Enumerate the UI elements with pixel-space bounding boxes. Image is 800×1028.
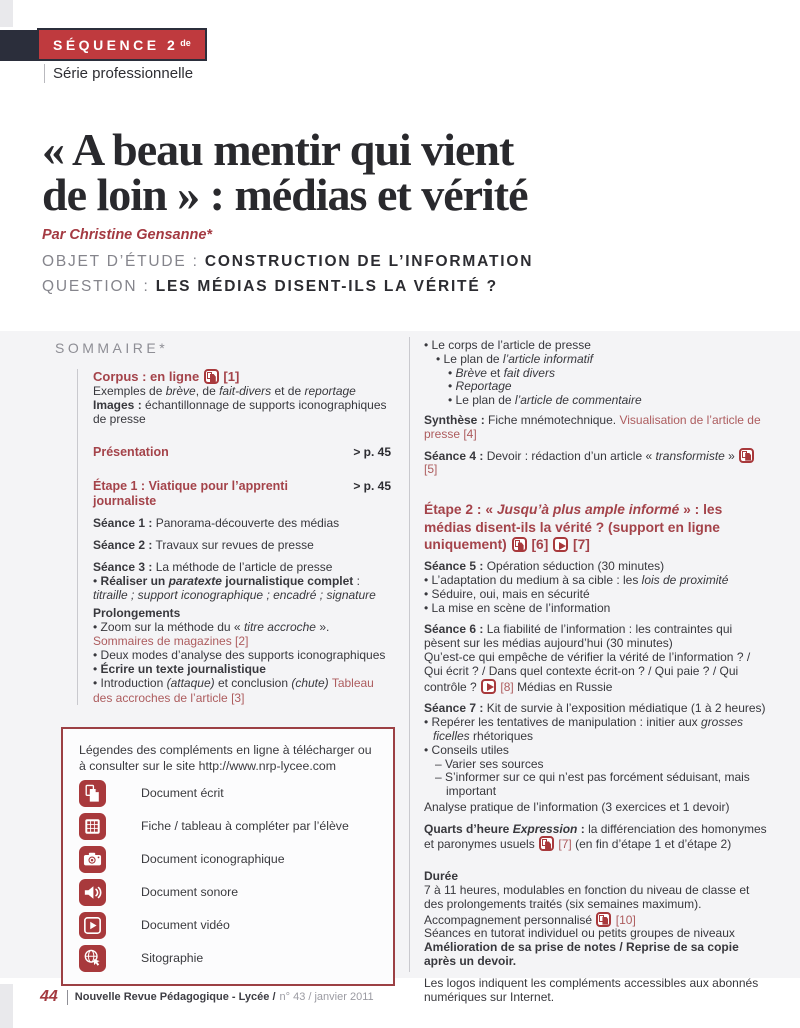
toc-line-zoom-methode: • Zoom sur la méthode du « titre accroche ». Sommaires de magazines [2] <box>93 620 330 649</box>
footer-divider <box>67 990 68 1005</box>
doc-icon <box>596 912 611 927</box>
question-line <box>42 278 758 296</box>
prog-line-seance-4: Séance 4 : Devoir : rédaction d’un article « transformiste » [5] <box>424 448 768 478</box>
question-label: QUESTION : <box>42 278 150 296</box>
legend-row-document-ecrit <box>79 780 377 807</box>
legend-row-document-sonore <box>79 879 377 906</box>
sommaire-column <box>55 340 391 986</box>
prog-line-seance-5: Séance 5 : Opération séduction (30 minutes) <box>424 559 665 574</box>
toc-presentation-label: Présentation <box>93 445 169 460</box>
video-icon <box>481 679 496 694</box>
toc-line-ecrire: • Écrire un texte journalistique <box>93 662 266 677</box>
prog-line-seduire: • Séduire, oui, mais en sécurité <box>424 586 590 601</box>
sequence-label: SÉQUENCE 2 <box>53 36 179 53</box>
toc-line-seance-2: Séance 2 : Travaux sur revues de presse <box>93 538 314 553</box>
toc-line-seance-1: Séance 1 : Panorama-découverte des médias <box>93 516 340 531</box>
sitographie-icon <box>79 945 106 972</box>
prog-line-varier: – Varier ses sources <box>435 756 544 771</box>
legend-row-document-video <box>79 912 377 939</box>
document-video-icon <box>79 912 106 939</box>
legend-label: Fiche / tableau à compléter par l’élève <box>141 819 349 834</box>
legend-box <box>61 727 395 986</box>
title-line-1: « A beau mentir qui vient <box>42 124 514 175</box>
toc-line-prolongements: Prolongements <box>93 606 181 621</box>
toc-line-exemples: Exemples de brève, de fait-divers et de reportage <box>93 384 356 399</box>
sequence-banner <box>37 28 207 61</box>
legend-label: Document écrit <box>141 786 224 801</box>
doc-icon <box>512 537 527 552</box>
document-iconographique-icon <box>79 846 106 873</box>
prog-line-seance-6: Séance 6 : La fiabilité de l’information : les contraintes qui pèsent sur les médias aujourd’hui (30 minutes) <box>424 622 733 651</box>
toc-line-introduction: • Introduction (attaque) et conclusion (chute) Tableau des accroches de l’article [3] <box>93 676 374 705</box>
prog-line-reportage: • Reportage <box>448 379 512 394</box>
prog-line-synthese: Synthèse : Fiche mnémotechnique. Visualisation de l’article de presse [4] <box>424 412 761 441</box>
series-label: Série professionnelle <box>44 64 193 83</box>
doc-icon <box>539 836 554 851</box>
page-number: 44 <box>40 988 58 1005</box>
legend-label: Document iconographique <box>141 852 285 867</box>
toc-row-etape-1 <box>93 479 391 508</box>
toc-line-corpus: Corpus : en ligne [1] <box>93 369 240 384</box>
objet-etude-value: CONSTRUCTION DE L’INFORMATION <box>204 253 534 271</box>
page-ref-presentation: > p. 45 <box>353 445 391 460</box>
title-line-2: de loin » : médias et vérité <box>42 169 528 221</box>
toc-row-presentation <box>93 445 391 460</box>
legend-row-fiche-tableau <box>79 813 377 840</box>
page-edge-top <box>0 0 13 27</box>
prog-line-breve-faits: • Brève et fait divers <box>448 365 555 380</box>
fiche-tableau-icon <box>79 813 106 840</box>
programme-column <box>424 339 768 1004</box>
column-divider <box>409 337 410 972</box>
prog-line-duree-detail: 7 à 11 heures, modulables en fonction du niveau de classe et des prolongements traités (six semaines maximum). <box>424 883 750 911</box>
prog-line-mise-en-scene: • La mise en scène de l’information <box>424 600 611 615</box>
page-title <box>42 124 758 221</box>
legend-label: Document vidéo <box>141 918 230 933</box>
legend-row-sitographie <box>79 945 377 972</box>
prog-line-seance-7: Séance 7 : Kit de survie à l’exposition médiatique (1 à 2 heures) <box>424 701 766 716</box>
prog-line-adaptation: • L’adaptation du medium à sa cible : les lois de proximité <box>424 572 729 587</box>
sommaire-heading: SOMMAIRE* <box>55 340 169 356</box>
author-byline: Par Christine Gensanne* <box>42 227 213 244</box>
prog-line-conseils: • Conseils utiles <box>424 742 509 757</box>
toc-line-deux-modes: • Deux modes d’analyse des supports iconographiques <box>93 648 386 663</box>
page-ref-etape-1: > p. 45 <box>353 478 391 493</box>
page-edge-bottom <box>0 984 13 1028</box>
video-icon <box>553 537 568 552</box>
prog-line-analyse: Analyse pratique de l’information (3 exercices et 1 devoir) <box>424 799 730 814</box>
prog-line-reperer: • Repérer les tentatives de manipulation : initier aux grosses ficelles rhétoriques <box>424 715 744 743</box>
doc-icon <box>204 369 219 384</box>
prog-line-plan-informatif: • Le plan de l’article informatif <box>436 351 593 366</box>
legend-title: Légendes des compléments en ligne à télécharger ou à consulter sur le site http://www.nrp-lycee.com <box>79 742 372 773</box>
prog-line-questions: Qu’est-ce qui empêche de vérifier la vérité de l’information ? / Qui écrit ? / Dans quel contexte écrit-on ? / Qui paie ? / Qui contrôle ? [8] Médias en Russie <box>424 649 751 694</box>
legend-label: Document sonore <box>141 885 239 900</box>
prog-heading-etape-2: Étape 2 : « Jusqu’à plus ample informé » : les médias disent-ils la vérité ? (support en ligne uniquement) [6] [7] <box>424 502 723 553</box>
toc-line-realiser: • Réaliser un paratexte journalistique complet : titraille ; support iconographique ; encadré ; signature <box>93 574 376 603</box>
sommaire-body <box>77 369 391 705</box>
sequence-grade-sup: de <box>180 37 191 48</box>
document-sonore-icon <box>79 879 106 906</box>
prog-line-accompagnement: Accompagnement personnalisé [10] <box>424 912 636 927</box>
document-ecrit-icon <box>79 780 106 807</box>
toc-line-images: Images : échantillonnage de supports iconographiques de presse <box>93 398 387 427</box>
legend-label: Sitographie <box>141 951 204 966</box>
prog-line-plan-commentaire: • Le plan de l’article de commentaire <box>448 393 642 408</box>
question-value: LES MÉDIAS DISENT-ILS LA VÉRITÉ ? <box>155 278 498 296</box>
toc-etape-1-label: Étape 1 : Viatique pour l’apprenti journaliste <box>93 478 288 508</box>
prog-line-tutorat: Séances en tutorat individuel ou petits groupes de niveaux <box>424 926 735 941</box>
toc-line-seance-3: Séance 3 : La méthode de l’article de presse <box>93 560 333 575</box>
prog-line-sinformer: – S’informer sur ce qui n’est pas forcément séduisant, mais important <box>435 770 750 799</box>
prog-line-corps: • Le corps de l’article de presse <box>424 338 591 352</box>
prog-line-duree: Durée <box>424 869 459 884</box>
doc-icon <box>739 448 754 463</box>
footer-journal-name: Nouvelle Revue Pédagogique - Lycée / <box>74 991 276 1003</box>
objet-etude-label: OBJET D’ÉTUDE : <box>42 253 199 271</box>
page-footer <box>40 988 374 1006</box>
prog-line-amelioration: Amélioration de sa prise de notes / Reprise de sa copie après un devoir. <box>424 940 739 969</box>
prog-line-quarts-heure: Quarts d’heure Expression : la différenciation des homonymes et paronymes usuels [7] (en fin d’étape 1 et d’étape 2) <box>424 821 767 852</box>
prog-line-logos-note: Les logos indiquent les compléments accessibles aux abonnés numériques sur Internet. <box>424 975 759 1004</box>
legend-row-document-iconographique <box>79 846 377 873</box>
footer-issue-info: n° 43 / janvier 2011 <box>279 991 374 1003</box>
title-block <box>42 124 758 296</box>
objet-etude-line <box>42 253 758 271</box>
